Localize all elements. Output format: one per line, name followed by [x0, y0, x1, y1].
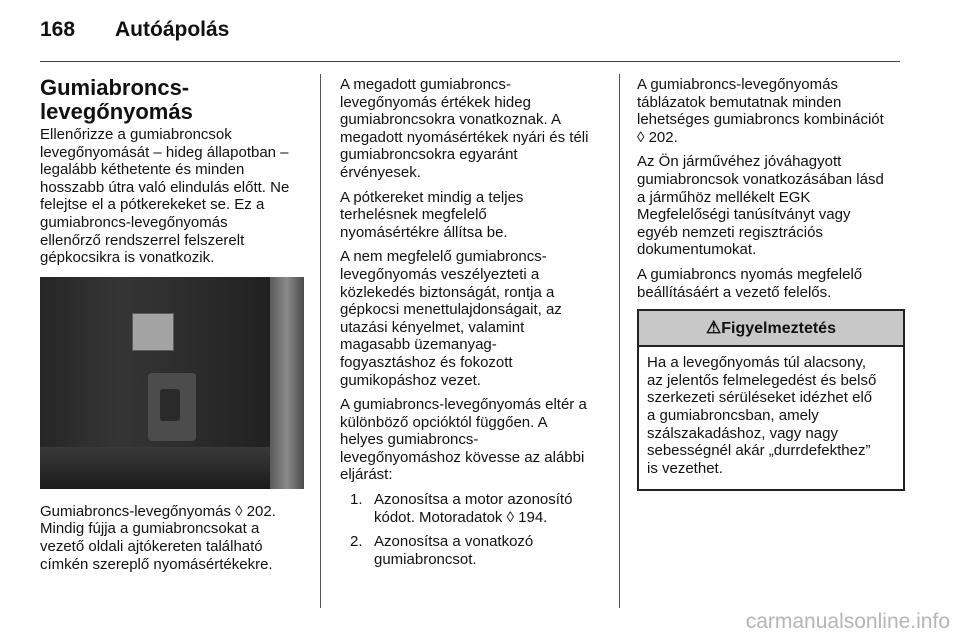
- list-item: 2. Azonosítsa a vonatkozó gumiabroncsot.: [350, 533, 534, 568]
- tyre-pressure-label: [132, 313, 174, 351]
- paragraph-approved-tyres: Az Ön járművéhez jóváhagyott gumiabroncsok vonatkozásában lásd a járműhöz mellékelt EGK Megfelelőségi tanúsítványt vagy egyéb nemzeti regisztrációs dokumentumokat.: [637, 153, 884, 259]
- column-divider-2: [619, 74, 620, 608]
- paragraph-spare-wheel: A pótkereket mindig a teljes terhelésnek megfelelő nyomásértékre állítsa be.: [340, 188, 524, 241]
- door-frame-photo: [40, 277, 304, 489]
- paragraph-incorrect-pressure: A nem megfelelő gumiabroncs- levegőnyomás veszélyezteti a közlekedés biztonságát, rontja a gépkocsi menettulajdonságait, az utazási kényelmet, valamint magasabb üzemanyag- fogyasztáshoz és fokozott gumikopáshoz vezet.: [340, 248, 562, 389]
- warning-triangle-icon: ⚠: [706, 318, 722, 338]
- photo-caption-paragraph: Gumiabroncs-levegőnyomás ◊ 202. Mindig fújja a gumiabroncsokat a vezető oldali ajtókereten található címkén szereplő nyomásértékekre.: [40, 502, 276, 573]
- paragraph-procedure: A gumiabroncs-levegőnyomás eltér a különböző opcióktól függően. A helyes gumiabroncs- levegőnyomáshoz kövesse az alábbi eljárást:: [340, 396, 587, 484]
- column-1: [40, 76, 308, 580]
- column-2: [340, 76, 610, 575]
- paragraph-pressure-tables: A gumiabroncs-levegőnyomás táblázatok bemutatnak minden lehetséges gumiabroncs kombinációt ◊ 202.: [637, 76, 884, 146]
- paragraph-cold-tyres: A megadott gumiabroncs- levegőnyomás értékek hideg gumiabroncsokra vonatkoznak. A megadott nyomásértékek nyári és téli gumiabroncsokra egyaránt érvényesek.: [340, 76, 589, 181]
- chapter-title: Autóápolás: [115, 18, 230, 41]
- intro-paragraph: Ellenőrizze a gumiabroncsok levegőnyomását – hideg állapotban – legalább kéthetente és minden hosszabb útra való elindulás előtt. Ne felejtse el a pótkerekeket se. Ez a gumiabroncs-levegőnyomás ellenőrző rendszerrel felszerelt gépkocsikra is vonatkozik.: [40, 126, 290, 267]
- section-heading: Gumiabroncs- levegőnyomás: [40, 75, 193, 124]
- warning-title: Figyelmeztetés: [721, 320, 836, 338]
- page-header: [40, 18, 230, 42]
- warning-body: Ha a levegőnyomás túl alacsony, az jelentős felmelegedést és belső szerkezeti sérüléseket idézhet elő a gumiabroncsban, amely szálszakadáshoz, vagy nagy sebességnél akár „durrdefekthez” is vezethet.: [647, 354, 877, 477]
- warning-header: [639, 311, 903, 347]
- list-item: 1. Azonosítsa a motor azonosító kódot. Motoradatok ◊ 194.: [350, 491, 573, 526]
- watermark: carmanualsonline.info: [745, 610, 950, 633]
- door-pillar: [270, 277, 304, 489]
- column-3: [637, 76, 905, 491]
- page-number: 168: [40, 18, 76, 41]
- warning-box: [637, 309, 905, 491]
- procedure-steps: [340, 491, 610, 568]
- header-rule: [40, 61, 900, 62]
- column-divider-1: [320, 74, 321, 608]
- paragraph-driver-responsibility: A gumiabroncs nyomás megfelelő beállításáért a vezető felelős.: [637, 265, 863, 301]
